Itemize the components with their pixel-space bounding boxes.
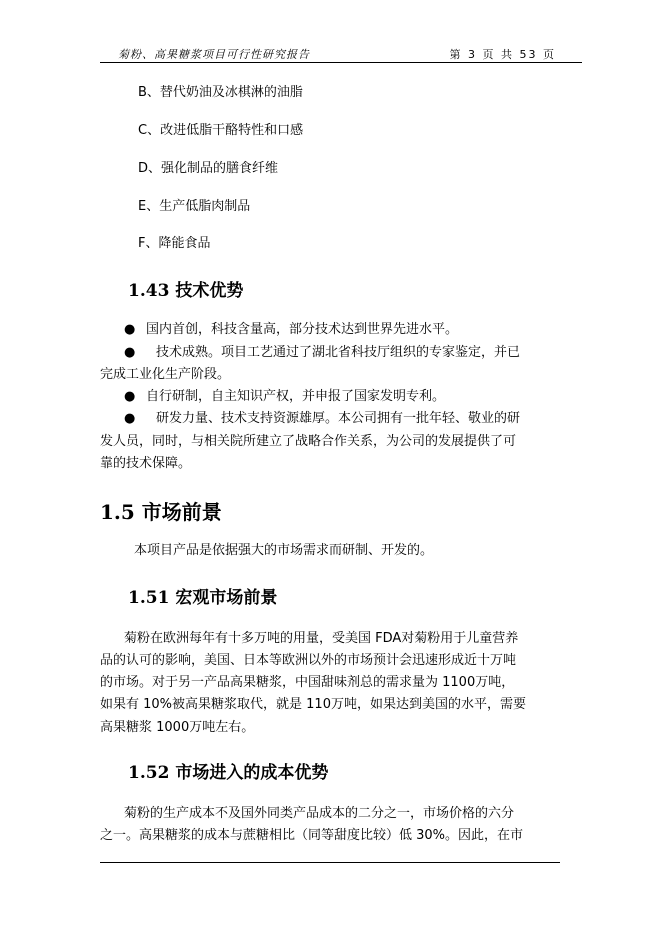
paragraph-line: 菊粉在欧洲每年有十多万吨的用量，受美国 FDA对菊粉用于儿童营养 xyxy=(124,631,519,646)
bullet-text: 国内首创，科技含量高，部分技术达到世界先进水平。 xyxy=(146,322,459,337)
page-header xyxy=(100,44,582,63)
section-heading-1-51: 1.51 宏观市场前景 xyxy=(128,588,278,608)
paragraph-line: 菊粉的生产成本不及国外同类产品成本的二分之一，市场价格的六分 xyxy=(124,806,515,821)
bullet-text-continued: 靠的技术保障。 xyxy=(100,456,192,471)
bullet-icon: ● xyxy=(124,322,136,337)
bullet-text: 技术成熟。项目工艺通过了湖北省科技厅组织的专家鉴定，并已 xyxy=(156,345,521,360)
page-number: 第 3 页 共 53 页 xyxy=(449,48,556,61)
paragraph-line: 之一。高果糖浆的成本与蔗糖相比（同等甜度比较）低 30%。因此，在市 xyxy=(100,828,524,843)
paragraph-line: 高果糖浆 1000万吨左右。 xyxy=(100,720,255,735)
paragraph: 本项目产品是依据强大的市场需求而研制、开发的。 xyxy=(134,543,434,558)
bullet-text: 自行研制，自主知识产权，并申报了国家发明专利。 xyxy=(146,389,446,404)
list-item: C、改进低脂干酪特性和口感 xyxy=(138,123,304,138)
bullet-icon: ● xyxy=(124,411,136,426)
paragraph-line: 的市场。对于另一产品高果糖浆，中国甜味剂总的需求量为 1100万吨， xyxy=(100,675,515,690)
report-title: 菊粉、高果糖浆项目可行性研究报告 xyxy=(118,48,310,61)
section-heading-1-52: 1.52 市场进入的成本优势 xyxy=(128,763,329,783)
section-heading-1-43: 1.43 技术优势 xyxy=(128,281,244,301)
bullet-icon: ● xyxy=(124,389,136,404)
footer-divider xyxy=(100,862,560,863)
bullet-icon: ● xyxy=(124,345,136,360)
bullet-text-continued: 发人员，同时，与相关院所建立了战略合作关系，为公司的发展提供了可 xyxy=(100,434,517,449)
bullet-text-continued: 完成工业化生产阶段。 xyxy=(100,367,231,382)
list-item: B、替代奶油及冰棋淋的油脂 xyxy=(138,85,303,100)
paragraph-line: 品的认可的影响，美国、日本等欧洲以外的市场预计会迅速形成近十万吨 xyxy=(100,653,517,668)
list-item: F、降能食品 xyxy=(138,236,211,251)
section-heading-1-5: 1.5 市场前景 xyxy=(100,500,222,524)
bullet-text: 研发力量、技术支持资源雄厚。本公司拥有一批年轻、敬业的研 xyxy=(156,411,521,426)
paragraph-line: 如果有 10%被高果糖浆取代，就是 110万吨，如果达到美国的水平，需要 xyxy=(100,697,526,712)
list-item: E、生产低脂肉制品 xyxy=(138,199,251,214)
list-item: D、强化制品的膳食纤维 xyxy=(138,161,279,176)
